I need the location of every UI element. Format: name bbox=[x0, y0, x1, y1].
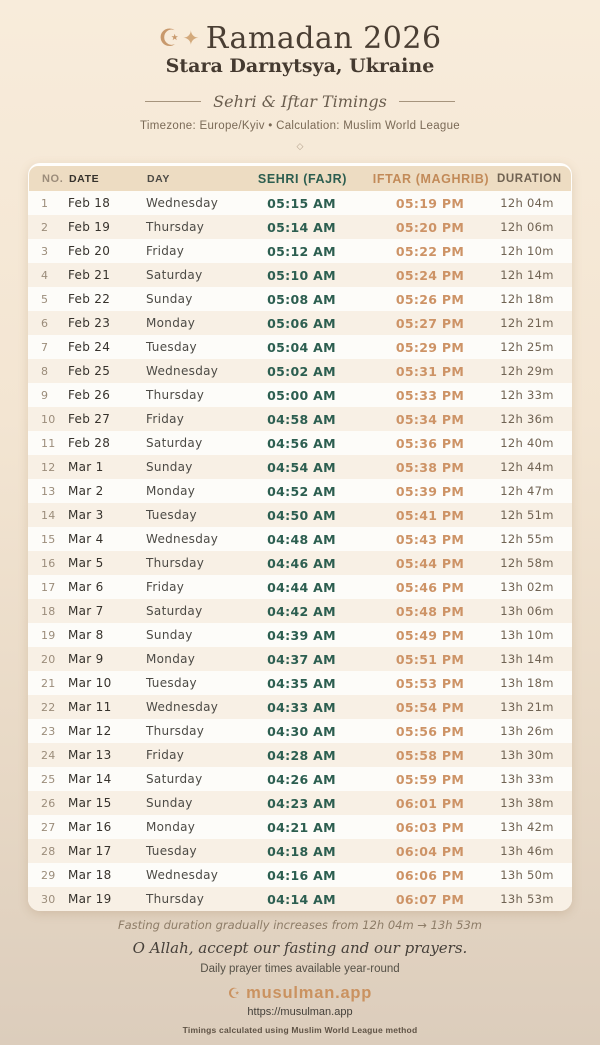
table-body bbox=[28, 191, 572, 911]
cell-duration: 12h 21m bbox=[500, 316, 554, 330]
cell-iftar-time: 05:31 PM bbox=[395, 363, 465, 379]
cell-iftar-time: 05:58 PM bbox=[395, 747, 465, 763]
cell-sehri-time: 05:00 AM bbox=[267, 387, 336, 403]
cell-iftar-time: 05:26 PM bbox=[395, 291, 465, 307]
cell-duration: 13h 33m bbox=[500, 772, 554, 786]
cell-day: Monday bbox=[146, 484, 196, 498]
cell-day: Sunday bbox=[146, 796, 193, 810]
table-row bbox=[28, 743, 572, 767]
cell-sehri-time: 04:37 AM bbox=[267, 651, 336, 667]
cell-duration: 13h 42m bbox=[500, 820, 554, 834]
cell-duration: 13h 50m bbox=[500, 868, 554, 882]
table-row bbox=[28, 815, 572, 839]
cell-sehri-time: 04:52 AM bbox=[267, 483, 336, 499]
cell-sehri-time: 05:14 AM bbox=[267, 219, 336, 235]
cell-date: Mar 9 bbox=[68, 652, 104, 666]
cell-duration: 13h 46m bbox=[500, 844, 554, 858]
cell-date: Mar 1 bbox=[68, 460, 104, 474]
cell-sehri-time: 04:39 AM bbox=[267, 627, 336, 643]
cell-day: Friday bbox=[146, 412, 185, 426]
cell-day: Wednesday bbox=[146, 364, 219, 378]
cell-duration: 12h 40m bbox=[500, 436, 554, 450]
timings-table-card bbox=[28, 163, 572, 911]
cell-no: 8 bbox=[41, 364, 49, 378]
table-row bbox=[28, 407, 572, 431]
cell-iftar-time: 05:19 PM bbox=[395, 195, 465, 211]
cell-no: 5 bbox=[41, 292, 49, 306]
duration-summary-note: Fasting duration gradually increases from 12h 04m → 13h 53m bbox=[117, 918, 483, 932]
cell-duration: 12h 44m bbox=[500, 460, 554, 474]
cell-sehri-time: 04:18 AM bbox=[267, 843, 336, 859]
cell-day: Tuesday bbox=[146, 340, 197, 354]
cell-no: 10 bbox=[41, 412, 56, 426]
cell-sehri-time: 05:12 AM bbox=[267, 243, 336, 259]
table-header-row bbox=[29, 166, 571, 191]
cell-no: 18 bbox=[41, 604, 56, 618]
cell-day: Sunday bbox=[146, 460, 193, 474]
table-row bbox=[28, 575, 572, 599]
table-row bbox=[28, 839, 572, 863]
cell-day: Tuesday bbox=[146, 844, 197, 858]
cell-duration: 12h 47m bbox=[500, 484, 554, 498]
cell-no: 24 bbox=[41, 748, 56, 762]
cell-sehri-time: 05:10 AM bbox=[267, 267, 336, 283]
cell-date: Mar 7 bbox=[68, 604, 104, 618]
table-row bbox=[28, 359, 572, 383]
page-title bbox=[0, 22, 600, 55]
cell-sehri-time: 04:58 AM bbox=[267, 411, 336, 427]
cell-day: Saturday bbox=[146, 604, 203, 618]
cell-duration: 13h 14m bbox=[500, 652, 554, 666]
brand-link[interactable] bbox=[228, 984, 372, 1003]
cell-date: Mar 2 bbox=[68, 484, 104, 498]
cell-day: Friday bbox=[146, 748, 185, 762]
cell-no: 20 bbox=[41, 652, 56, 666]
cell-date: Mar 3 bbox=[68, 508, 104, 522]
cell-day: Tuesday bbox=[146, 676, 197, 690]
cell-no: 22 bbox=[41, 700, 56, 714]
column-header-date: DATE bbox=[69, 172, 100, 185]
calculation-method-note: Timings calculated using Muslim World League method bbox=[182, 1025, 418, 1035]
cell-duration: 13h 53m bbox=[500, 892, 554, 906]
cell-iftar-time: 05:46 PM bbox=[395, 579, 465, 595]
subtitle-row bbox=[0, 92, 600, 111]
cell-duration: 13h 10m bbox=[500, 628, 554, 642]
cell-sehri-time: 04:44 AM bbox=[267, 579, 336, 595]
cell-iftar-time: 05:44 PM bbox=[395, 555, 465, 571]
cell-no: 2 bbox=[41, 220, 49, 234]
table-row bbox=[28, 671, 572, 695]
brand-url[interactable]: https://musulman.app bbox=[247, 1006, 353, 1018]
table-row bbox=[28, 383, 572, 407]
cell-sehri-time: 05:02 AM bbox=[267, 363, 336, 379]
cell-date: Feb 28 bbox=[68, 436, 111, 450]
cell-date: Mar 13 bbox=[68, 748, 112, 762]
cell-iftar-time: 05:24 PM bbox=[395, 267, 465, 283]
cell-iftar-time: 06:03 PM bbox=[395, 819, 465, 835]
cell-date: Mar 11 bbox=[68, 700, 112, 714]
cell-day: Tuesday bbox=[146, 508, 197, 522]
cell-no: 3 bbox=[41, 244, 49, 258]
cell-day: Thursday bbox=[146, 220, 205, 234]
cell-no: 16 bbox=[41, 556, 56, 570]
cell-sehri-time: 04:30 AM bbox=[267, 723, 336, 739]
cell-iftar-time: 05:43 PM bbox=[395, 531, 465, 547]
cell-no: 4 bbox=[41, 268, 49, 282]
column-header-sehri: SEHRI (FAJR) bbox=[257, 171, 348, 186]
cell-duration: 12h 55m bbox=[500, 532, 554, 546]
cell-sehri-time: 04:54 AM bbox=[267, 459, 336, 475]
crescent-moon-icon: ☪ bbox=[158, 24, 181, 52]
cell-iftar-time: 05:41 PM bbox=[395, 507, 465, 523]
cell-date: Mar 5 bbox=[68, 556, 104, 570]
cell-sehri-time: 05:15 AM bbox=[267, 195, 336, 211]
table-row bbox=[28, 647, 572, 671]
title-text: Ramadan 2026 bbox=[205, 21, 442, 56]
cell-date: Mar 12 bbox=[68, 724, 112, 738]
cell-date: Mar 8 bbox=[68, 628, 104, 642]
cell-sehri-time: 04:14 AM bbox=[267, 891, 336, 907]
cell-date: Feb 27 bbox=[68, 412, 111, 426]
cell-duration: 12h 25m bbox=[500, 340, 554, 354]
table-row bbox=[28, 887, 572, 911]
cell-sehri-time: 04:48 AM bbox=[267, 531, 336, 547]
location-subtitle: Stara Darnytsya, Ukraine bbox=[165, 55, 435, 77]
decorative-line-left bbox=[145, 101, 201, 102]
cell-iftar-time: 05:51 PM bbox=[395, 651, 465, 667]
cell-day: Wednesday bbox=[146, 532, 219, 546]
table-row bbox=[28, 287, 572, 311]
cell-day: Monday bbox=[146, 652, 196, 666]
cell-date: Feb 22 bbox=[68, 292, 111, 306]
cell-date: Feb 20 bbox=[68, 244, 111, 258]
cell-iftar-time: 05:38 PM bbox=[395, 459, 465, 475]
cell-date: Mar 15 bbox=[68, 796, 112, 810]
cell-duration: 12h 14m bbox=[500, 268, 554, 282]
cell-sehri-time: 04:28 AM bbox=[267, 747, 336, 763]
cell-iftar-time: 05:34 PM bbox=[395, 411, 465, 427]
cell-day: Sunday bbox=[146, 628, 193, 642]
table-row bbox=[28, 479, 572, 503]
cell-no: 11 bbox=[41, 436, 56, 450]
cell-date: Feb 26 bbox=[68, 388, 111, 402]
table-row bbox=[28, 311, 572, 335]
cell-iftar-time: 05:36 PM bbox=[395, 435, 465, 451]
table-row bbox=[28, 263, 572, 287]
cell-day: Saturday bbox=[146, 772, 203, 786]
cell-date: Mar 19 bbox=[68, 892, 112, 906]
cell-sehri-time: 04:35 AM bbox=[267, 675, 336, 691]
cell-iftar-time: 06:07 PM bbox=[395, 891, 465, 907]
table-row bbox=[28, 551, 572, 575]
cell-iftar-time: 05:22 PM bbox=[395, 243, 465, 259]
cell-date: Feb 18 bbox=[68, 196, 111, 210]
cell-no: 25 bbox=[41, 772, 56, 786]
table-row bbox=[28, 335, 572, 359]
cell-no: 30 bbox=[41, 892, 56, 906]
cell-day: Saturday bbox=[146, 268, 203, 282]
cell-day: Monday bbox=[146, 316, 196, 330]
cell-sehri-time: 05:06 AM bbox=[267, 315, 336, 331]
cell-duration: 12h 18m bbox=[500, 292, 554, 306]
cell-duration: 12h 10m bbox=[500, 244, 554, 258]
cell-day: Thursday bbox=[146, 724, 205, 738]
cell-duration: 13h 26m bbox=[500, 724, 554, 738]
column-header-iftar: IFTAR (MAGHRIB) bbox=[372, 171, 490, 186]
cell-day: Wednesday bbox=[146, 868, 219, 882]
page-header bbox=[0, 0, 600, 152]
cell-no: 29 bbox=[41, 868, 56, 882]
cell-duration: 13h 21m bbox=[500, 700, 554, 714]
cell-iftar-time: 06:01 PM bbox=[395, 795, 465, 811]
cell-duration: 13h 02m bbox=[500, 580, 554, 594]
cell-sehri-time: 05:04 AM bbox=[267, 339, 336, 355]
column-header-no: NO. bbox=[42, 172, 64, 185]
cell-sehri-time: 04:33 AM bbox=[267, 699, 336, 715]
decorative-line-right bbox=[399, 101, 455, 102]
cell-sehri-time: 04:56 AM bbox=[267, 435, 336, 451]
column-header-day: DAY bbox=[147, 172, 171, 185]
cell-no: 27 bbox=[41, 820, 56, 834]
cell-sehri-time: 04:16 AM bbox=[267, 867, 336, 883]
cell-date: Mar 16 bbox=[68, 820, 112, 834]
cell-sehri-time: 04:21 AM bbox=[267, 819, 336, 835]
cell-no: 21 bbox=[41, 676, 56, 690]
table-row bbox=[28, 503, 572, 527]
cell-no: 6 bbox=[41, 316, 49, 330]
cell-duration: 12h 58m bbox=[500, 556, 554, 570]
table-row bbox=[28, 623, 572, 647]
table-row bbox=[28, 767, 572, 791]
cell-date: Mar 10 bbox=[68, 676, 112, 690]
cell-no: 28 bbox=[41, 844, 56, 858]
cell-day: Monday bbox=[146, 820, 196, 834]
cell-sehri-time: 04:42 AM bbox=[267, 603, 336, 619]
table-row bbox=[28, 791, 572, 815]
four-point-star-icon: ✦ bbox=[182, 26, 200, 50]
cell-no: 15 bbox=[41, 532, 56, 546]
cell-iftar-time: 05:27 PM bbox=[395, 315, 465, 331]
cell-duration: 12h 33m bbox=[500, 388, 554, 402]
cell-duration: 13h 06m bbox=[500, 604, 554, 618]
cell-sehri-time: 05:08 AM bbox=[267, 291, 336, 307]
cell-sehri-time: 04:26 AM bbox=[267, 771, 336, 787]
timezone-calculation-info: Timezone: Europe/Kyiv • Calculation: Muslim World League bbox=[140, 120, 460, 132]
cell-day: Sunday bbox=[146, 292, 193, 306]
table-row bbox=[28, 455, 572, 479]
cell-duration: 13h 18m bbox=[500, 676, 554, 690]
cell-duration: 12h 36m bbox=[500, 412, 554, 426]
cell-iftar-time: 06:06 PM bbox=[395, 867, 465, 883]
table-row bbox=[28, 863, 572, 887]
table-row bbox=[28, 191, 572, 215]
cell-no: 7 bbox=[41, 340, 49, 354]
cell-no: 1 bbox=[41, 196, 49, 210]
cell-date: Feb 25 bbox=[68, 364, 111, 378]
brand-name: musulman.app bbox=[246, 984, 373, 1002]
cell-no: 19 bbox=[41, 628, 56, 642]
cell-no: 14 bbox=[41, 508, 56, 522]
cell-day: Thursday bbox=[146, 388, 205, 402]
column-header-duration: DURATION bbox=[497, 172, 562, 185]
cell-day: Wednesday bbox=[146, 196, 219, 210]
cell-iftar-time: 06:04 PM bbox=[395, 843, 465, 859]
cell-iftar-time: 05:48 PM bbox=[395, 603, 465, 619]
cell-iftar-time: 05:29 PM bbox=[395, 339, 465, 355]
cell-sehri-time: 04:46 AM bbox=[267, 555, 336, 571]
brand-crescent-icon: ☪ bbox=[227, 985, 242, 1001]
cell-duration: 12h 51m bbox=[500, 508, 554, 522]
cell-duration: 12h 06m bbox=[500, 220, 554, 234]
cell-iftar-time: 05:54 PM bbox=[395, 699, 465, 715]
table-row bbox=[28, 527, 572, 551]
cell-iftar-time: 05:56 PM bbox=[395, 723, 465, 739]
cell-duration: 13h 30m bbox=[500, 748, 554, 762]
cell-day: Saturday bbox=[146, 436, 203, 450]
cell-no: 13 bbox=[41, 484, 56, 498]
table-row bbox=[28, 599, 572, 623]
cell-no: 23 bbox=[41, 724, 56, 738]
cell-no: 12 bbox=[41, 460, 56, 474]
cell-iftar-time: 05:59 PM bbox=[395, 771, 465, 787]
cell-iftar-time: 05:53 PM bbox=[395, 675, 465, 691]
cell-date: Mar 18 bbox=[68, 868, 112, 882]
cell-iftar-time: 05:49 PM bbox=[395, 627, 465, 643]
cell-duration: 12h 04m bbox=[500, 196, 554, 210]
cell-iftar-time: 05:20 PM bbox=[395, 219, 465, 235]
cell-date: Mar 17 bbox=[68, 844, 112, 858]
cell-no: 26 bbox=[41, 796, 56, 810]
table-row bbox=[28, 431, 572, 455]
cell-sehri-time: 04:23 AM bbox=[267, 795, 336, 811]
table-row bbox=[28, 239, 572, 263]
availability-note: Daily prayer times available year-round bbox=[200, 963, 400, 975]
cell-date: Feb 23 bbox=[68, 316, 111, 330]
cell-date: Feb 19 bbox=[68, 220, 111, 234]
cell-date: Mar 14 bbox=[68, 772, 112, 786]
table-row bbox=[28, 719, 572, 743]
cell-date: Feb 21 bbox=[68, 268, 111, 282]
cell-day: Wednesday bbox=[146, 700, 219, 714]
page-footer bbox=[0, 918, 600, 1035]
diamond-separator-icon: ◇ bbox=[296, 142, 304, 152]
table-row bbox=[28, 695, 572, 719]
cell-date: Mar 6 bbox=[68, 580, 104, 594]
cell-sehri-time: 04:50 AM bbox=[267, 507, 336, 523]
cell-iftar-time: 05:33 PM bbox=[395, 387, 465, 403]
cell-date: Feb 24 bbox=[68, 340, 111, 354]
table-row bbox=[28, 215, 572, 239]
cell-day: Friday bbox=[146, 244, 185, 258]
cell-day: Friday bbox=[146, 580, 185, 594]
dua-quote: O Allah, accept our fasting and our prayers. bbox=[132, 939, 468, 957]
cell-date: Mar 4 bbox=[68, 532, 104, 546]
cell-day: Thursday bbox=[146, 556, 205, 570]
subtitle-text: Sehri & Iftar Timings bbox=[213, 92, 387, 111]
cell-duration: 13h 38m bbox=[500, 796, 554, 810]
cell-iftar-time: 05:39 PM bbox=[395, 483, 465, 499]
cell-no: 9 bbox=[41, 388, 49, 402]
cell-no: 17 bbox=[41, 580, 56, 594]
cell-day: Thursday bbox=[146, 892, 205, 906]
cell-duration: 12h 29m bbox=[500, 364, 554, 378]
